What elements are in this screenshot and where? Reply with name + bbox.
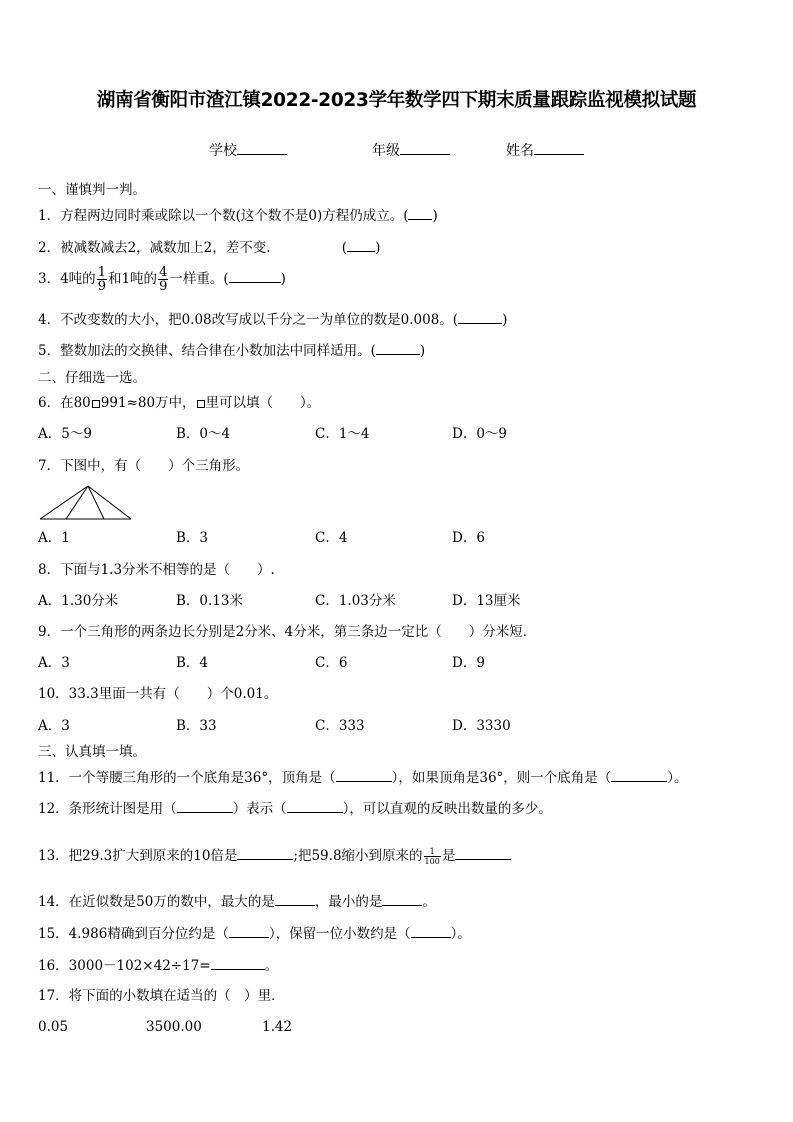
option-a[interactable]: A．5～9 xyxy=(38,426,92,442)
option-a[interactable]: A．3 xyxy=(38,718,70,734)
option-d[interactable]: D．9 xyxy=(452,655,485,671)
option-b[interactable]: B．4 xyxy=(176,655,209,671)
grade-label: 年级 xyxy=(372,143,400,159)
question-1: 1．方程两边同时乘或除以一个数(这个数不是0)方程仍成立。( ) xyxy=(38,208,438,224)
option-c[interactable]: C．333 xyxy=(315,718,365,734)
answer-blank[interactable] xyxy=(611,769,667,782)
question-12: 12．条形统计图是用（ ）表示（ ），可以直观的反映出数量的多少。 xyxy=(38,801,552,817)
answer-blank[interactable] xyxy=(376,342,420,355)
question-15: 15．4.986精确到百分位约是（ ），保留一位小数约是（ ）。 xyxy=(38,926,471,942)
answer-blank[interactable] xyxy=(382,893,422,906)
question-17: 17．将下面的小数填在适当的（ ）里． xyxy=(38,988,285,1004)
question-13: 13．把29.3扩大到原来的10倍是 ;把59.8缩小到原来的 $\frac{1}{100}$ 是 xyxy=(38,847,511,866)
name-label: 姓名 xyxy=(506,143,534,159)
option-c[interactable]: C．1.03分米 xyxy=(315,593,396,609)
answer-blank[interactable] xyxy=(458,311,502,324)
question-7: 7．下图中，有（ ）个三角形。 xyxy=(38,458,250,474)
decimal-value: 0.05 xyxy=(38,1019,69,1035)
question-5: 5．整数加法的交换律、结合律在小数加法中同样适用。( ) xyxy=(38,343,426,359)
fraction-one-ninth: $\frac{1}{9}$ xyxy=(97,265,106,294)
answer-blank[interactable] xyxy=(229,270,281,283)
option-a[interactable]: A．1 xyxy=(38,530,70,546)
answer-blank[interactable] xyxy=(211,957,265,970)
answer-blank[interactable] xyxy=(347,239,375,252)
option-a[interactable]: A．1.30分米 xyxy=(38,593,119,609)
answer-blank[interactable] xyxy=(455,847,511,860)
name-blank[interactable] xyxy=(534,142,584,155)
fraction-one-hundredth: $\frac{1}{100}$ xyxy=(424,847,440,866)
section1-heading: 一、谨慎判一判。 xyxy=(38,182,146,198)
section2-heading: 二、仔细选一选。 xyxy=(38,370,146,386)
answer-blank[interactable] xyxy=(229,925,269,938)
section3-heading: 三、认真填一填。 xyxy=(38,744,146,760)
option-d[interactable]: D．6 xyxy=(452,530,485,546)
question-9: 9．一个三角形的两条边长分别是2分米、4分米，第三条边一定比（ ）分米短． xyxy=(38,624,537,640)
answer-blank[interactable] xyxy=(237,847,293,860)
square-box-icon xyxy=(92,400,100,408)
answer-blank[interactable] xyxy=(275,893,315,906)
option-d[interactable]: D．0～9 xyxy=(452,426,508,442)
question-11: 11．一个等腰三角形的一个底角是36°，顶角是（ ），如果顶角是36°，则一个底角是（ ）。 xyxy=(38,770,688,786)
grade-field[interactable] xyxy=(372,140,450,160)
name-field[interactable] xyxy=(506,140,584,160)
option-c[interactable]: C．4 xyxy=(315,530,348,546)
question-8: 8．下面与1.3分米不相等的是（ ）. xyxy=(38,562,275,578)
school-field[interactable] xyxy=(209,140,287,160)
option-d[interactable]: D．3330 xyxy=(452,718,511,734)
question-16: 16．3000－102×42÷17= 。 xyxy=(38,958,279,974)
option-b[interactable]: B．0～4 xyxy=(176,426,231,442)
option-c[interactable]: C．6 xyxy=(315,655,348,671)
option-b[interactable]: B．0.13米 xyxy=(176,593,243,609)
answer-blank[interactable] xyxy=(177,800,233,813)
decimal-value: 1.42 xyxy=(262,1019,293,1035)
square-box-icon xyxy=(197,400,205,408)
answer-blank[interactable] xyxy=(287,800,343,813)
answer-blank[interactable] xyxy=(336,769,392,782)
question-4: 4．不改变数的大小，把0.08改写成以千分之一为单位的数是0.008。( ) xyxy=(38,312,508,328)
school-label: 学校 xyxy=(209,143,237,159)
answer-blank[interactable] xyxy=(408,207,432,220)
option-b[interactable]: B．33 xyxy=(176,718,217,734)
fraction-four-ninths: $\frac{4}{9}$ xyxy=(159,265,168,294)
option-a[interactable]: A．3 xyxy=(38,655,70,671)
option-b[interactable]: B．3 xyxy=(176,530,209,546)
page-title: 湖南省衡阳市渣江镇2022-2023学年数学四下期末质量跟踪监视模拟试题 xyxy=(96,90,697,111)
question-3: 3．4吨的 $\frac{1}{9}$ 和1吨的 $\frac{4}{9}$ 一样重。( ) xyxy=(38,265,286,294)
question-10: 10．33.3里面一共有（ ）个0.01。 xyxy=(38,686,278,702)
question-2: 2．被减数减去2，减数加上2，差不变． ( ) xyxy=(38,240,381,256)
question-14: 14．在近似数是50万的数中，最大的是 ，最小的是 。 xyxy=(38,894,436,910)
triangle-figure xyxy=(38,484,134,522)
school-blank[interactable] xyxy=(237,142,287,155)
decimal-value: 3500.00 xyxy=(146,1019,202,1035)
question-6: 6．在80 991≈80万中， 里可以填（ ）。 xyxy=(38,395,321,411)
grade-blank[interactable] xyxy=(400,142,450,155)
answer-blank[interactable] xyxy=(411,925,451,938)
option-d[interactable]: D．13厘米 xyxy=(452,593,521,609)
option-c[interactable]: C．1～4 xyxy=(315,426,370,442)
